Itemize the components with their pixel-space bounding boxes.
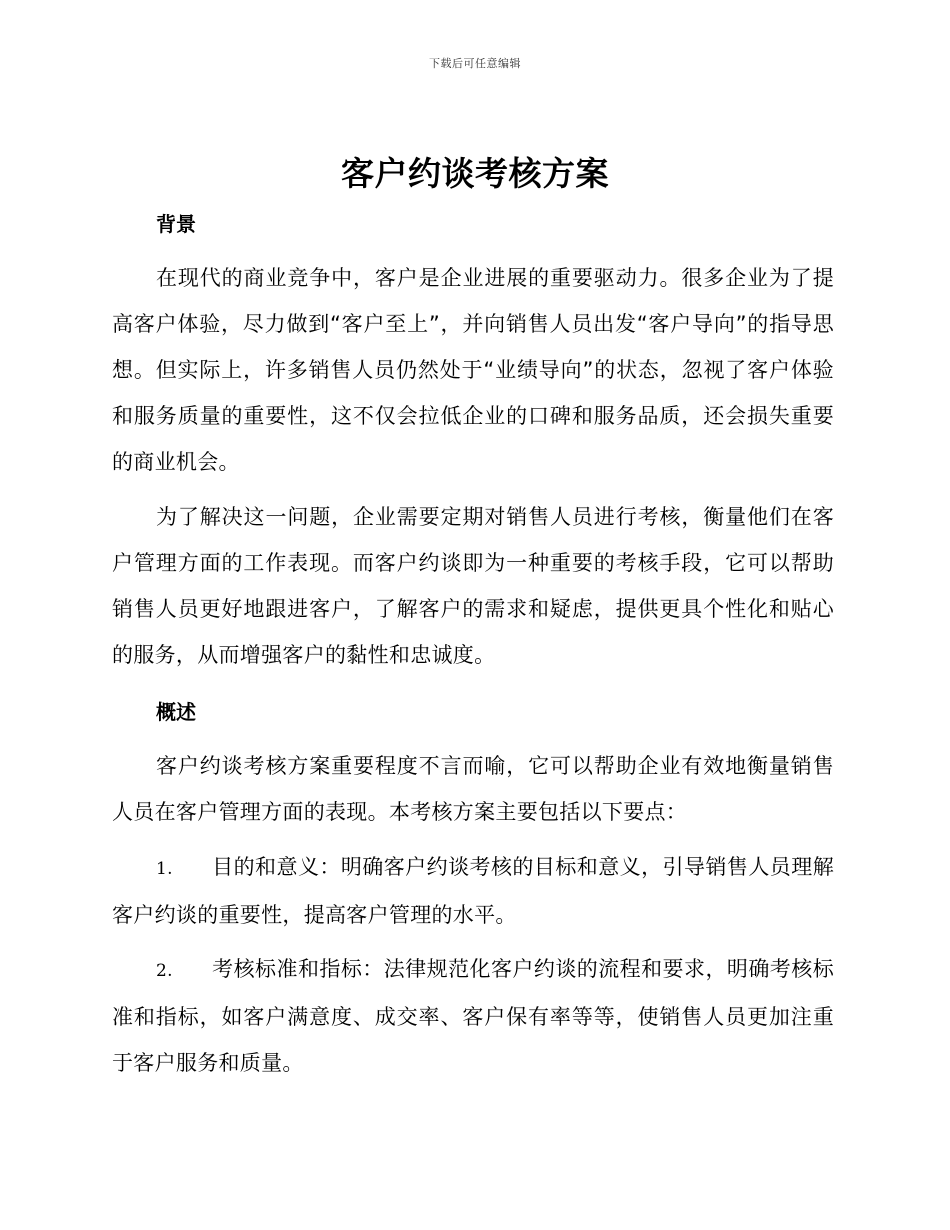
background-paragraph-1: 在现代的商业竞争中，客户是企业进展的重要驱动力。很多企业为了提高客户体验，尽力做到“客户至上”，并向销售人员出发“客户导向”的指导思想。但实际上，许多销售人员仍然处于“业绩导向”的状态，忽视了客户体验和服务质量的重要性，这不仅会拉低企业的口碑和服务品质，还会损失重要的商业机会。 — [112, 266, 834, 474]
list-item-1 — [112, 844, 834, 938]
list-item-2 — [112, 946, 834, 1086]
background-paragraph-2: 为了解决这一问题，企业需要定期对销售人员进行考核，衡量他们在客户管理方面的工作表现。而客户约谈即为一种重要的考核手段，它可以帮助销售人员更好地跟进客户，了解客户的需求和疑虑，提供更具个性化和贴心的服务，从而增强客户的黏性和忠诚度。 — [112, 505, 834, 667]
document-title: 客户约谈考核方案 — [341, 154, 609, 193]
section-heading-overview: 概述 — [156, 700, 196, 724]
list-item-text: 考核标准和指标：法律规范化客户约谈的流程和要求，明确考核标准和指标，如客户满意度、成交率、客户保有率等等，使销售人员更加注重于客户服务和质量。 — [112, 957, 834, 1075]
overview-paragraph: 客户约谈考核方案重要程度不言而喻，它可以帮助企业有效地衡量销售人员在客户管理方面的表现。本考核方案主要包括以下要点： — [112, 754, 834, 824]
list-item-text: 目的和意义：明确客户约谈考核的目标和意义，引导销售人员理解客户约谈的重要性，提高客户管理的水平。 — [112, 855, 834, 927]
header-note: 下载后可任意编辑 — [429, 57, 521, 70]
list-item-number: 2. — [156, 961, 173, 981]
section-heading-background: 背景 — [156, 212, 196, 236]
list-item-number: 1. — [156, 859, 173, 879]
